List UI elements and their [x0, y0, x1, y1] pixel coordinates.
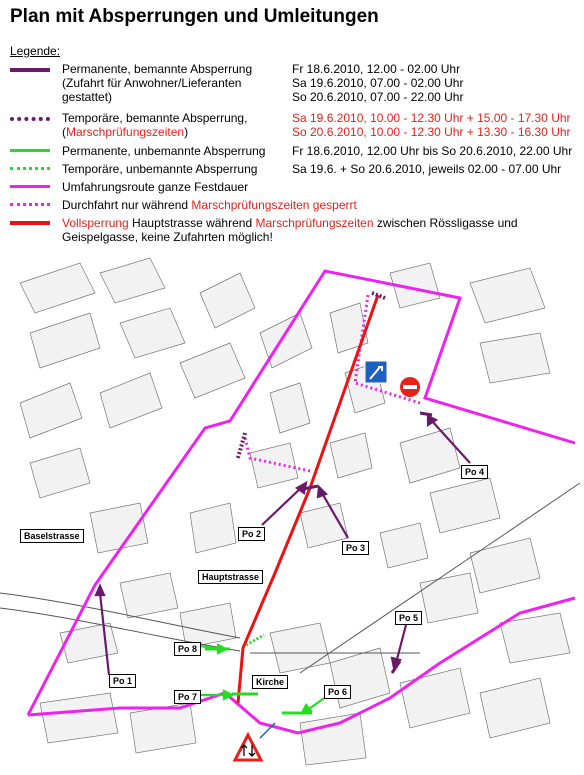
- legend-label: Temporäre, unbemannte Absperrung: [62, 162, 258, 176]
- legend-time: Sa 19.6.2010, 10.00 - 12.30 Uhr + 15.00 - 17.30 Uhr: [292, 111, 571, 125]
- legend-label: Temporäre, bemannte Absperrung,: [62, 111, 248, 125]
- legend-label: (Zufahrt für Anwohner/Lieferanten: [62, 76, 242, 90]
- map-canvas: [0, 253, 584, 770]
- legend-label: Permanente, bemannte Absperrung: [62, 62, 253, 76]
- legend-item-permanent-manned: [10, 62, 584, 106]
- post-label-3[interactable]: Po 3: [342, 541, 369, 555]
- map-area[interactable]: [0, 253, 584, 770]
- legend-label: Vollsperrung Hauptstrasse während Marschprüfungszeiten zwischen Rössligasse und: [62, 216, 518, 230]
- legend-label: Durchfahrt nur während Marschprüfungszeiten gesperrt: [62, 198, 357, 212]
- post-label-6[interactable]: Po 6: [324, 685, 351, 699]
- legend-item-through-traffic-closed: [10, 198, 584, 212]
- legend-label: gestattet): [62, 90, 113, 104]
- parking-sign-icon: [365, 361, 387, 383]
- legend-label: (Marschprüfungszeiten): [62, 125, 189, 139]
- post-label-8[interactable]: Po 8: [174, 642, 201, 656]
- post-label-7[interactable]: Po 7: [174, 690, 201, 704]
- legend-symbol-purple-solid: [10, 68, 50, 72]
- page-title: Plan mit Absperrungen und Umleitungen: [10, 6, 379, 27]
- legend-item-full-closure: [10, 216, 584, 246]
- post-label-1[interactable]: Po 1: [109, 674, 136, 688]
- street-label-hauptstrasse: Hauptstrasse: [198, 570, 263, 584]
- legend-label: Umfahrungsroute ganze Festdauer: [62, 180, 249, 194]
- legend-symbol-magenta-dotted: [10, 203, 50, 206]
- legend-time: Sa 19.6. + So 20.6.2010, jeweils 02.00 - 07.00 Uhr: [292, 162, 562, 176]
- legend-time: Fr 18.6.2010, 12.00 Uhr bis So 20.6.2010, 22.00 Uhr: [292, 144, 573, 158]
- legend-symbol-green-dotted: [10, 167, 50, 170]
- legend-symbol-magenta-solid: [10, 185, 50, 188]
- legend-label: Geispelgasse, keine Zufahrten möglich!: [62, 230, 273, 244]
- legend-item-temporary-manned: [10, 111, 584, 141]
- no-entry-sign-icon: [400, 377, 420, 397]
- street-label-kirche: Kirche: [252, 675, 288, 689]
- legend-time: So 20.6.2010, 10.00 - 12.30 Uhr + 13.30 - 16.30 Uhr: [292, 125, 571, 139]
- legend-item-detour-route: [10, 180, 584, 194]
- legend-symbol-green-solid: [10, 149, 50, 152]
- post-label-5[interactable]: Po 5: [395, 611, 422, 625]
- legend-symbol-purple-dotted: [10, 117, 50, 121]
- post-label-4[interactable]: Po 4: [461, 465, 488, 479]
- post-label-2[interactable]: Po 2: [238, 527, 265, 541]
- legend-item-temporary-unmanned: [10, 162, 584, 176]
- legend-time: So 20.6.2010, 07.00 - 22.00 Uhr: [292, 90, 464, 104]
- legend-symbol-red-solid: [10, 221, 50, 225]
- legend-label: Permanente, unbemannte Absperrung: [62, 144, 266, 158]
- legend-item-permanent-unmanned: [10, 144, 584, 158]
- street-label-baselstrasse: Baselstrasse: [20, 529, 84, 543]
- legend-time: Fr 18.6.2010, 12.00 - 02.00 Uhr: [292, 62, 461, 76]
- legend-heading: Legende:: [10, 44, 61, 58]
- legend-time: Sa 19.6.2010, 07.00 - 02.00 Uhr: [292, 76, 464, 90]
